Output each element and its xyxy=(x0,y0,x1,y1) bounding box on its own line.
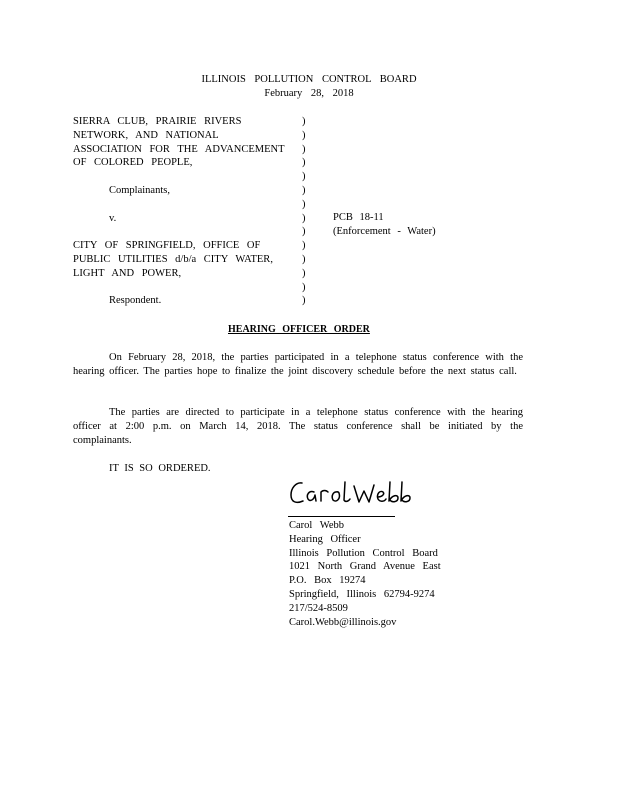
signer-email: Carol.Webb@illinois.gov xyxy=(289,616,397,628)
case-caption xyxy=(73,115,293,308)
complainant-line: OF COLORED PEOPLE, xyxy=(73,157,193,169)
signature-block xyxy=(289,519,441,629)
respondent-label: Respondent. xyxy=(109,295,162,307)
respondent-line: CITY OF SPRINGFIELD, OFFICE OF xyxy=(73,240,261,252)
order-paragraph-2: The parties are directed to participate in a telephone status conference with the hearing officer at 2:00 p.m. on March 14, 2018. The status conference shall be initiated by the complainants. xyxy=(73,407,523,446)
signer-city: Springfield, Illinois 62794-9274 xyxy=(289,588,435,600)
closing-statement: IT IS SO ORDERED. xyxy=(109,463,211,474)
caption-parentheses: ) ) ) ) ) ) ) ) ) ) ) ) ) ) xyxy=(302,116,306,307)
signer-organization: Illinois Pollution Control Board xyxy=(289,547,438,559)
signer-name: Carol Webb xyxy=(289,520,344,531)
case-type: (Enforcement - Water) xyxy=(333,225,436,237)
respondent-line: PUBLIC UTILITIES d/b/a CITY WATER, xyxy=(73,253,273,265)
signer-street: 1021 North Grand Avenue East xyxy=(289,561,441,573)
signer-title: Hearing Officer xyxy=(289,533,361,545)
order-date: February 28, 2018 xyxy=(264,87,354,99)
case-number-block xyxy=(333,211,436,239)
complainant-line: SIERRA CLUB, PRAIRIE RIVERS xyxy=(73,116,242,127)
signer-po-box: P.O. Box 19274 xyxy=(289,575,366,587)
order-title: HEARING OFFICER ORDER xyxy=(228,324,370,335)
signature-line xyxy=(288,516,395,517)
signer-phone: 217/524-8509 xyxy=(289,602,348,614)
respondent-line: LIGHT AND POWER, xyxy=(73,267,182,279)
agency-name: ILLINOIS POLLUTION CONTROL BOARD xyxy=(201,74,417,85)
case-number: PCB 18-11 xyxy=(333,212,384,223)
complainant-line: ASSOCIATION FOR THE ADVANCEMENT xyxy=(73,143,285,155)
order-paragraph-1: On February 28, 2018, the parties participated in a telephone status conference with the hearing officer. The parties hope to finalize the joint discovery schedule before the next status call. xyxy=(73,352,523,377)
document-header xyxy=(0,73,618,101)
versus-label: v. xyxy=(109,212,117,224)
complainants-label: Complainants, xyxy=(109,184,170,196)
complainant-line: NETWORK, AND NATIONAL xyxy=(73,129,219,141)
handwritten-signature xyxy=(288,474,418,514)
